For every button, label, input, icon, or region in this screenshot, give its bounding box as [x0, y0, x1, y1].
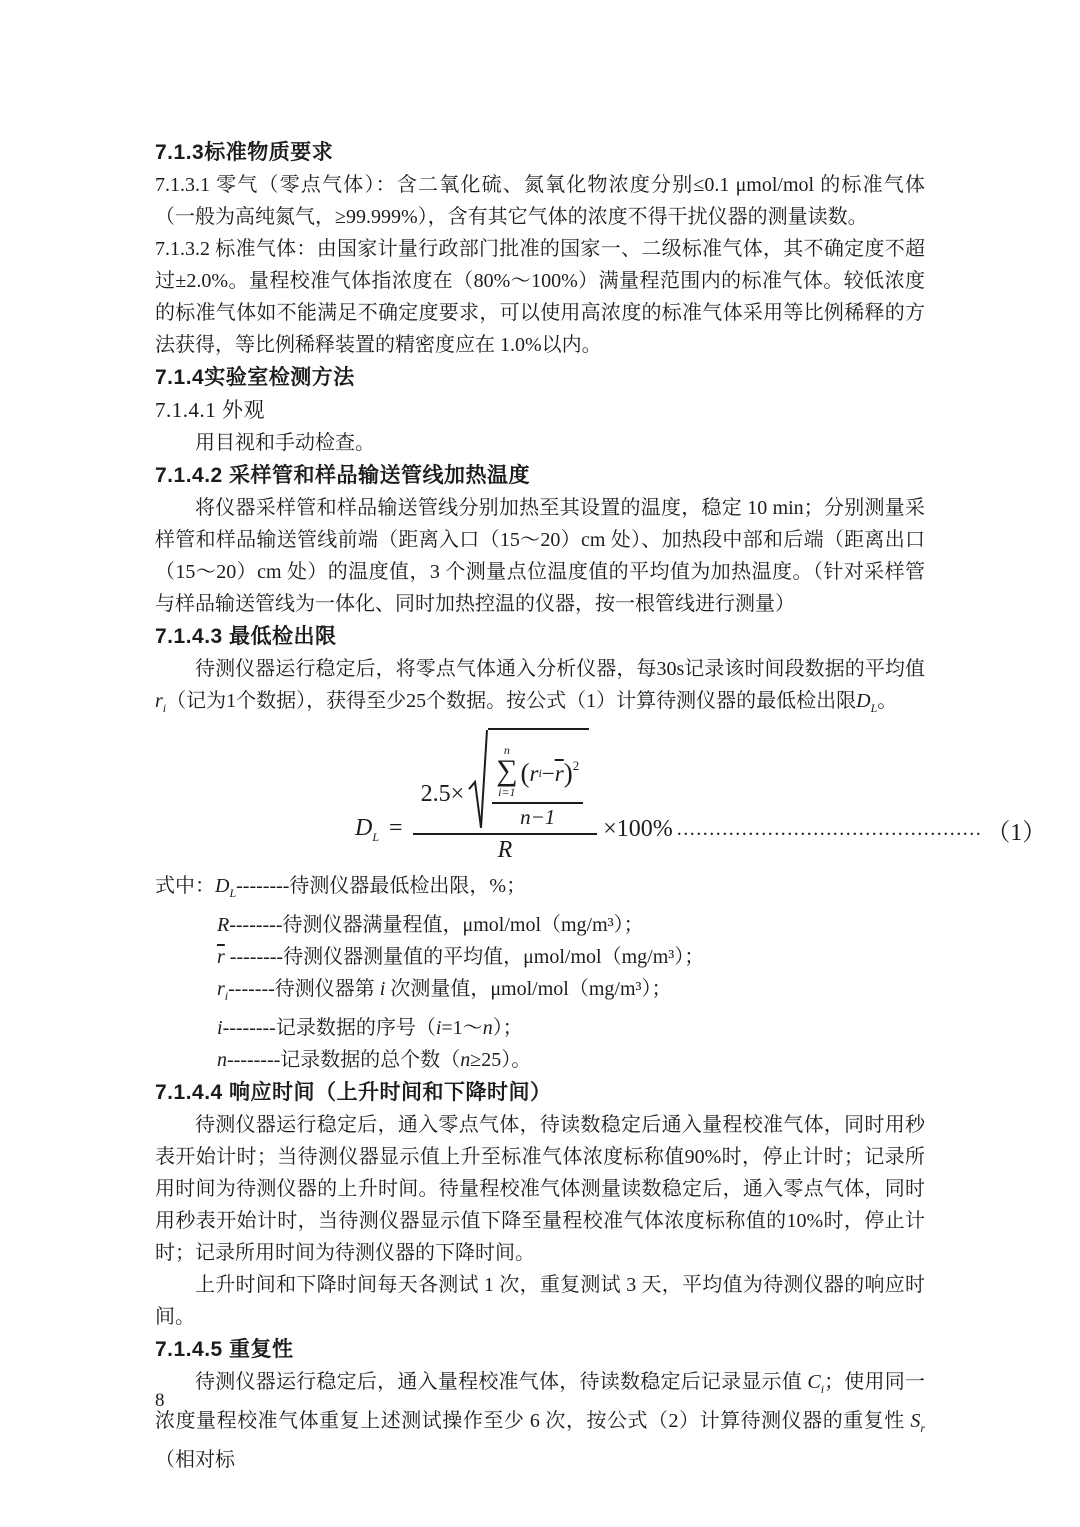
symbol-n: n	[460, 1048, 471, 1071]
text-run: （记为1个数据），获得至少25个数据。按公式（1）计算待测仪器的最低检出限	[166, 690, 857, 712]
paragraph-7-1-4-4b: 上升时间和下降时间每天各测试 1 次，重复测试 3 天，平均值为待测仪器的响应时间。	[155, 1273, 925, 1328]
inner-numerator	[492, 744, 583, 802]
symbol-DL-subscript: L	[870, 701, 878, 715]
heading-7-1-4-4: 7.1.4.4 响应时间（上升时间和下降时间）	[155, 1080, 552, 1104]
dash-leader: --------	[229, 913, 283, 936]
symbol-n: n	[482, 1016, 493, 1039]
definition-ri	[155, 973, 925, 1012]
symbol-n: n	[217, 1048, 227, 1071]
inner-denominator: n−1	[492, 802, 583, 830]
definition-text: 记录数据的序号（	[275, 1016, 436, 1039]
coefficient: 2.5×	[420, 781, 465, 808]
symbol-Ci: C	[807, 1370, 821, 1393]
definition-text: 次测量值，μmol/mol（mg/m³）；	[385, 977, 672, 1000]
dash-leader: -------	[228, 977, 275, 1000]
dash-leader: --------	[222, 1016, 276, 1039]
symbol-ri-subscript: i	[538, 766, 542, 780]
equation-number: （1）	[986, 820, 1047, 847]
symbol-R: R	[217, 913, 230, 936]
equals-sign: =	[389, 815, 403, 842]
text-run: （相对标	[155, 1448, 235, 1471]
symbol-ri-subscript: i	[224, 988, 229, 1003]
page-content	[155, 136, 1047, 1476]
definition-text: ）；	[492, 1016, 523, 1039]
summation-lower-limit: i=1	[498, 784, 516, 799]
symbol-DL: D	[856, 690, 871, 712]
dash-leader: --------	[224, 945, 284, 968]
definition-rbar	[155, 941, 925, 973]
times-100-percent: ×100%	[603, 816, 673, 843]
right-paren: )	[563, 758, 573, 788]
left-paren: (	[520, 758, 530, 788]
minus-sign: −	[541, 760, 555, 786]
inner-fraction	[492, 744, 583, 830]
symbol-i: i	[217, 1016, 223, 1039]
dash-leader: --------	[227, 1048, 281, 1071]
symbol-Sr: S	[910, 1409, 921, 1432]
definition-text: ≥25）。	[470, 1048, 532, 1071]
paragraph-7-1-4-5	[155, 1366, 925, 1476]
paragraph-7-1-4-1: 用目视和手动检查。	[195, 432, 375, 454]
heading-7-1-4-5: 7.1.4.5 重复性	[155, 1337, 294, 1361]
outer-fraction	[413, 728, 598, 864]
definition-text: 待测仪器第	[274, 977, 380, 1000]
symbol-D: D	[215, 874, 230, 897]
heading-7-1-4-2: 7.1.4.2 采样管和样品输送管线加热温度	[155, 464, 531, 487]
outer-denominator: R	[413, 833, 598, 864]
definition-text: 记录数据的总个数（	[280, 1048, 461, 1071]
symbol-r: r	[155, 690, 163, 712]
symbol-D-subscript: L	[229, 885, 237, 900]
text-run: 。	[877, 690, 898, 712]
summation-upper-limit: n	[503, 743, 510, 757]
dot-leader: ...............................................	[676, 818, 983, 841]
paragraph-7-1-4-3	[155, 653, 925, 724]
text-run: ；使用同一浓度量程校准气体重复上述测试操作至少 6 次，按公式（2）计算待测仪器的重复性	[155, 1370, 926, 1432]
definition-DL	[155, 870, 925, 909]
symbol-i: i	[379, 977, 386, 1000]
exponent-2: 2	[572, 757, 580, 773]
symbol-rbar: $\overline{r}$	[217, 945, 225, 968]
radical-sign-icon	[468, 728, 488, 830]
text-run: 待测仪器运行稳定后，将零点气体通入分析仪器，每30s记录该时间段数据的平均值	[195, 658, 925, 680]
definition-i	[155, 1012, 925, 1044]
definition-text: 待测仪器最低检出限，%；	[289, 874, 527, 897]
summation	[496, 744, 517, 799]
symbol-ri: r	[217, 977, 225, 1000]
symbol-Ci-subscript: i	[820, 1381, 825, 1396]
radicand	[488, 728, 589, 830]
definition-R	[155, 909, 925, 941]
dash-leader: --------	[236, 874, 290, 897]
paragraph-7-1-3-1: 7.1.3.1 零气（零点气体）：含二氧化硫、氮氧化物浓度分别≤0.1 μmol/mol 的标准气体（一般为高纯氮气，≥99.999%），含有其它气体的浓度不得干扰仪器的测量读数。	[155, 174, 925, 228]
symbol-rbar: $\overline{r}$	[554, 760, 564, 786]
heading-7-1-4: 7.1.4实验室检测方法	[155, 366, 355, 389]
outer-numerator	[413, 728, 598, 833]
square-root	[468, 728, 589, 830]
equation-lhs	[355, 815, 413, 845]
squared-term	[521, 758, 580, 789]
heading-7-1-4-1: 7.1.4.1 外观	[155, 398, 265, 422]
heading-7-1-4-3: 7.1.4.3 最低检出限	[155, 625, 337, 648]
where-label: 式中：	[155, 874, 215, 897]
text-run: 待测仪器运行稳定后，通入量程校准气体，待读数稳定后记录显示值	[195, 1370, 808, 1393]
paragraph-7-1-4-4a: 待测仪器运行稳定后，通入零点气体，待读数稳定后通入量程校准气体，同时用秒表开始计时；当待测仪器显示值上升至标准气体浓度标称值90%时，停止计时；记录所用时间为待测仪器的上升时间。待量程校准气体测量读数稳定后，通入零点气体，同时用秒表开始计时，当待测仪器显示值下降至量程校准气体浓度标称值的10%时，停止计时；记录所用时间为待测仪器的下降时间。	[155, 1113, 925, 1264]
definition-text: 待测仪器满量程值，μmol/mol（mg/m³）；	[282, 913, 644, 936]
page-number: 8	[155, 1390, 165, 1411]
symbol-D: D	[355, 815, 373, 842]
symbol-i: i	[435, 1016, 442, 1039]
paragraph-7-1-3-2: 7.1.3.2 标准气体：由国家计量行政部门批准的国家一、二级标准气体，其不确定度不超过±2.0%。量程校准气体指浓度在（80%～100%）满量程范围内的标准气体。较低浓度的标准气体如不能满足不确定度要求，可以使用高浓度的标准气体采用等比例稀释的方法获得，等比例稀释装置的精密度应在 1.0%以内。	[155, 238, 925, 356]
definition-n	[155, 1044, 925, 1076]
definition-text: =1～	[441, 1016, 483, 1039]
symbol-ri: r	[529, 760, 539, 786]
symbol-r-subscript: i	[162, 701, 167, 715]
symbol-Sr-subscript: r	[920, 1420, 925, 1435]
heading-7-1-3: 7.1.3标准物质要求	[155, 141, 334, 164]
paragraph-7-1-4-2: 将仪器采样管和样品输送管线分别加热至其设置的温度，稳定 10 min；分别测量采样管和样品输送管线前端（距离入口（15～20）cm 处）、加热段中部和后端（距离出口（15～20）cm 处）的温度值，3 个测量点位温度值的平均值为加热温度。（针对采样管与样品输送管线为一体化、同时加热控温的仪器，按一根管线进行测量）	[155, 497, 925, 615]
sigma-symbol: ∑	[496, 754, 518, 788]
equation-1	[155, 728, 1047, 864]
definition-text: 待测仪器测量值的平均值，μmol/mol（mg/m³）；	[283, 945, 705, 968]
symbol-D-subscript: L	[372, 829, 380, 844]
